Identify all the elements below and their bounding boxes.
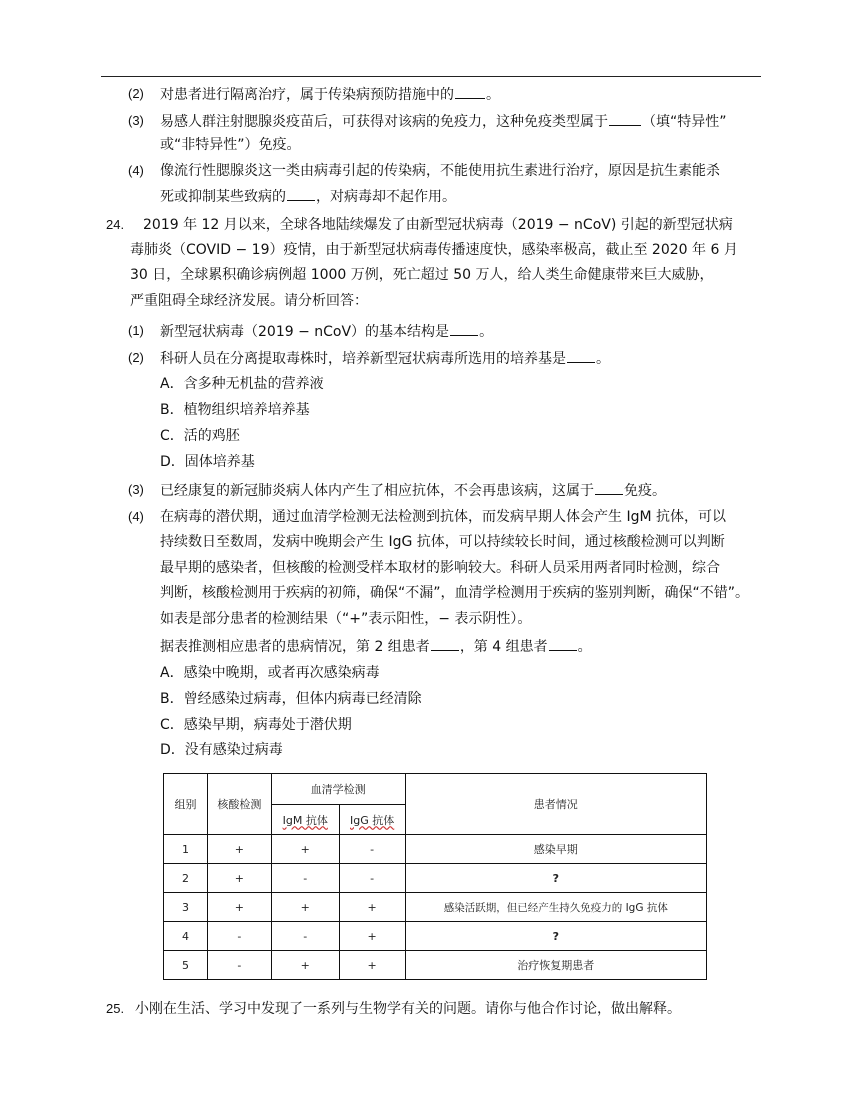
table-row xyxy=(164,835,707,864)
question-line: 像流行性腮腺炎这一类由病毒引起的传染病，不能使用抗生素进行治疗，原因是抗生素能杀 xyxy=(160,163,720,179)
cell-igg: + xyxy=(339,893,405,922)
cell-status: 感染活跃期，但已经产生持久免疫力的 IgG 抗体 xyxy=(405,893,706,922)
cell-nucleic: - xyxy=(207,922,271,951)
cell-nucleic: + xyxy=(207,893,271,922)
part-number: (4) xyxy=(128,509,144,524)
table-header-row xyxy=(164,774,707,805)
cell-nucleic: - xyxy=(207,951,271,980)
question-line: 对患者进行隔离治疗，属于传染病预防措施中的 。 xyxy=(160,84,500,105)
option-a[interactable]: A．感染中晚期，或者再次感染病毒 xyxy=(160,665,380,681)
option-a[interactable]: A．含多种无机盐的营养液 xyxy=(160,376,324,392)
table-row xyxy=(164,922,707,951)
option-b[interactable]: B．曾经感染过病毒，但体内病毒已经清除 xyxy=(160,691,422,707)
option-c[interactable]: C．感染早期，病毒处于潜伏期 xyxy=(160,717,352,733)
question-number: 24. xyxy=(106,217,125,232)
cell-igg: - xyxy=(339,835,405,864)
answer-blank[interactable] xyxy=(450,321,478,336)
cell-igm: + xyxy=(271,893,339,922)
option-d[interactable]: D．没有感染过病毒 xyxy=(160,742,283,758)
cell-igm: + xyxy=(271,835,339,864)
cell-status: 治疗恢复期患者 xyxy=(405,951,706,980)
question-line: 在病毒的潜伏期，通过血清学检测无法检测到抗体，而发病早期人体会产生 IgM 抗体，可以 xyxy=(160,509,726,525)
cell-igg: + xyxy=(339,951,405,980)
question-stem: 30 日，全球累积确诊病例超 1000 万例，死亡超过 50 万人，给人类生命健康带来巨大威胁， xyxy=(130,267,714,283)
table-row xyxy=(164,951,707,980)
results-table xyxy=(163,773,707,983)
option-d[interactable]: D．固体培养基 xyxy=(160,454,255,470)
part-number: (1) xyxy=(128,323,144,338)
question-line: 新型冠状病毒（2019 − nCoV）的基本结构是 。 xyxy=(160,321,493,342)
question-line: 最早期的感染者，但核酸的检测受样本取材的影响较大。科研人员采用两者同时检测，综合 xyxy=(160,560,720,576)
question-stem: 毒肺炎（COVID − 19）疫情，由于新型冠状病毒传播速度快，感染率极高，截止至 2020 年 6 月 xyxy=(130,242,738,258)
header-serology: 血清学检测 xyxy=(271,774,405,805)
question-line: 科研人员在分离提取毒株时，培养新型冠状病毒所选用的培养基是 。 xyxy=(160,348,610,369)
question-line: 已经康复的新冠肺炎病人体内产生了相应抗体，不会再患该病，这属于 免疫。 xyxy=(160,480,666,501)
question-number: 25. xyxy=(106,1001,125,1016)
header-igm: IgM 抗体 xyxy=(271,805,339,835)
question-line: 或“非特异性”）免疫。 xyxy=(160,137,301,153)
part-number: (4) xyxy=(128,163,144,178)
header-rule xyxy=(101,76,761,77)
question-line: 死或抑制某些致病的 ，对病毒却不起作用。 xyxy=(160,186,456,207)
cell-group: 1 xyxy=(164,835,208,864)
cell-status: 感染早期 xyxy=(405,835,706,864)
table-row xyxy=(164,893,707,922)
answer-blank[interactable] xyxy=(287,186,315,201)
cell-group: 2 xyxy=(164,864,208,893)
part-number: (2) xyxy=(128,350,144,365)
header-group: 组别 xyxy=(164,774,208,835)
question-line: 判断，核酸检测用于疾病的初筛，确保“不漏”，血清学检测用于疾病的鉴别判断，确保“不错”。 xyxy=(160,585,750,601)
answer-blank[interactable] xyxy=(567,348,595,363)
option-c[interactable]: C．活的鸡胚 xyxy=(160,428,240,444)
option-b[interactable]: B．植物组织培养培养基 xyxy=(160,402,310,418)
header-igg: IgG 抗体 xyxy=(339,805,405,835)
question-stem: 2019 年 12 月以来，全球各地陆续爆发了由新型冠状病毒（2019 − nCoV) 引起的新型冠状病 xyxy=(143,217,733,233)
answer-blank[interactable] xyxy=(549,636,577,651)
header-nucleic: 核酸检测 xyxy=(207,774,271,835)
cell-group: 5 xyxy=(164,951,208,980)
cell-igg: + xyxy=(339,922,405,951)
cell-nucleic: + xyxy=(207,835,271,864)
question-line: 据表推测相应患者的患病情况，第 2 组患者 ，第 4 组患者 。 xyxy=(160,636,592,657)
cell-nucleic: + xyxy=(207,864,271,893)
cell-status: ? xyxy=(405,922,706,951)
part-number: (3) xyxy=(128,113,144,128)
question-stem: 严重阻碍全球经济发展。请分析回答： xyxy=(130,293,368,309)
cell-group: 4 xyxy=(164,922,208,951)
part-number: (2) xyxy=(128,86,144,101)
answer-blank[interactable] xyxy=(609,111,641,126)
cell-igm: - xyxy=(271,864,339,893)
answer-blank[interactable] xyxy=(431,636,459,651)
cell-igm: + xyxy=(271,951,339,980)
cell-igm: - xyxy=(271,922,339,951)
question-line: 易感人群注射腮腺炎疫苗后，可获得对该病的免疫力，这种免疫类型属于 （填“特异性” xyxy=(160,111,727,132)
answer-blank[interactable] xyxy=(455,84,485,99)
cell-igg: - xyxy=(339,864,405,893)
table-row xyxy=(164,864,707,893)
cell-status: ? xyxy=(405,864,706,893)
cell-group: 3 xyxy=(164,893,208,922)
part-number: (3) xyxy=(128,482,144,497)
question-line: 持续数日至数周，发病中晚期会产生 IgG 抗体，可以持续较长时间，通过核酸检测可以判断 xyxy=(160,534,725,550)
question-stem: 小刚在生活、学习中发现了一系列与生物学有关的问题。请你与他合作讨论，做出解释。 xyxy=(135,1001,681,1017)
question-line: 如表是部分患者的检测结果（“+”表示阳性，− 表示阴性）。 xyxy=(160,611,532,627)
header-status: 患者情况 xyxy=(405,774,706,835)
answer-blank[interactable] xyxy=(595,480,623,495)
